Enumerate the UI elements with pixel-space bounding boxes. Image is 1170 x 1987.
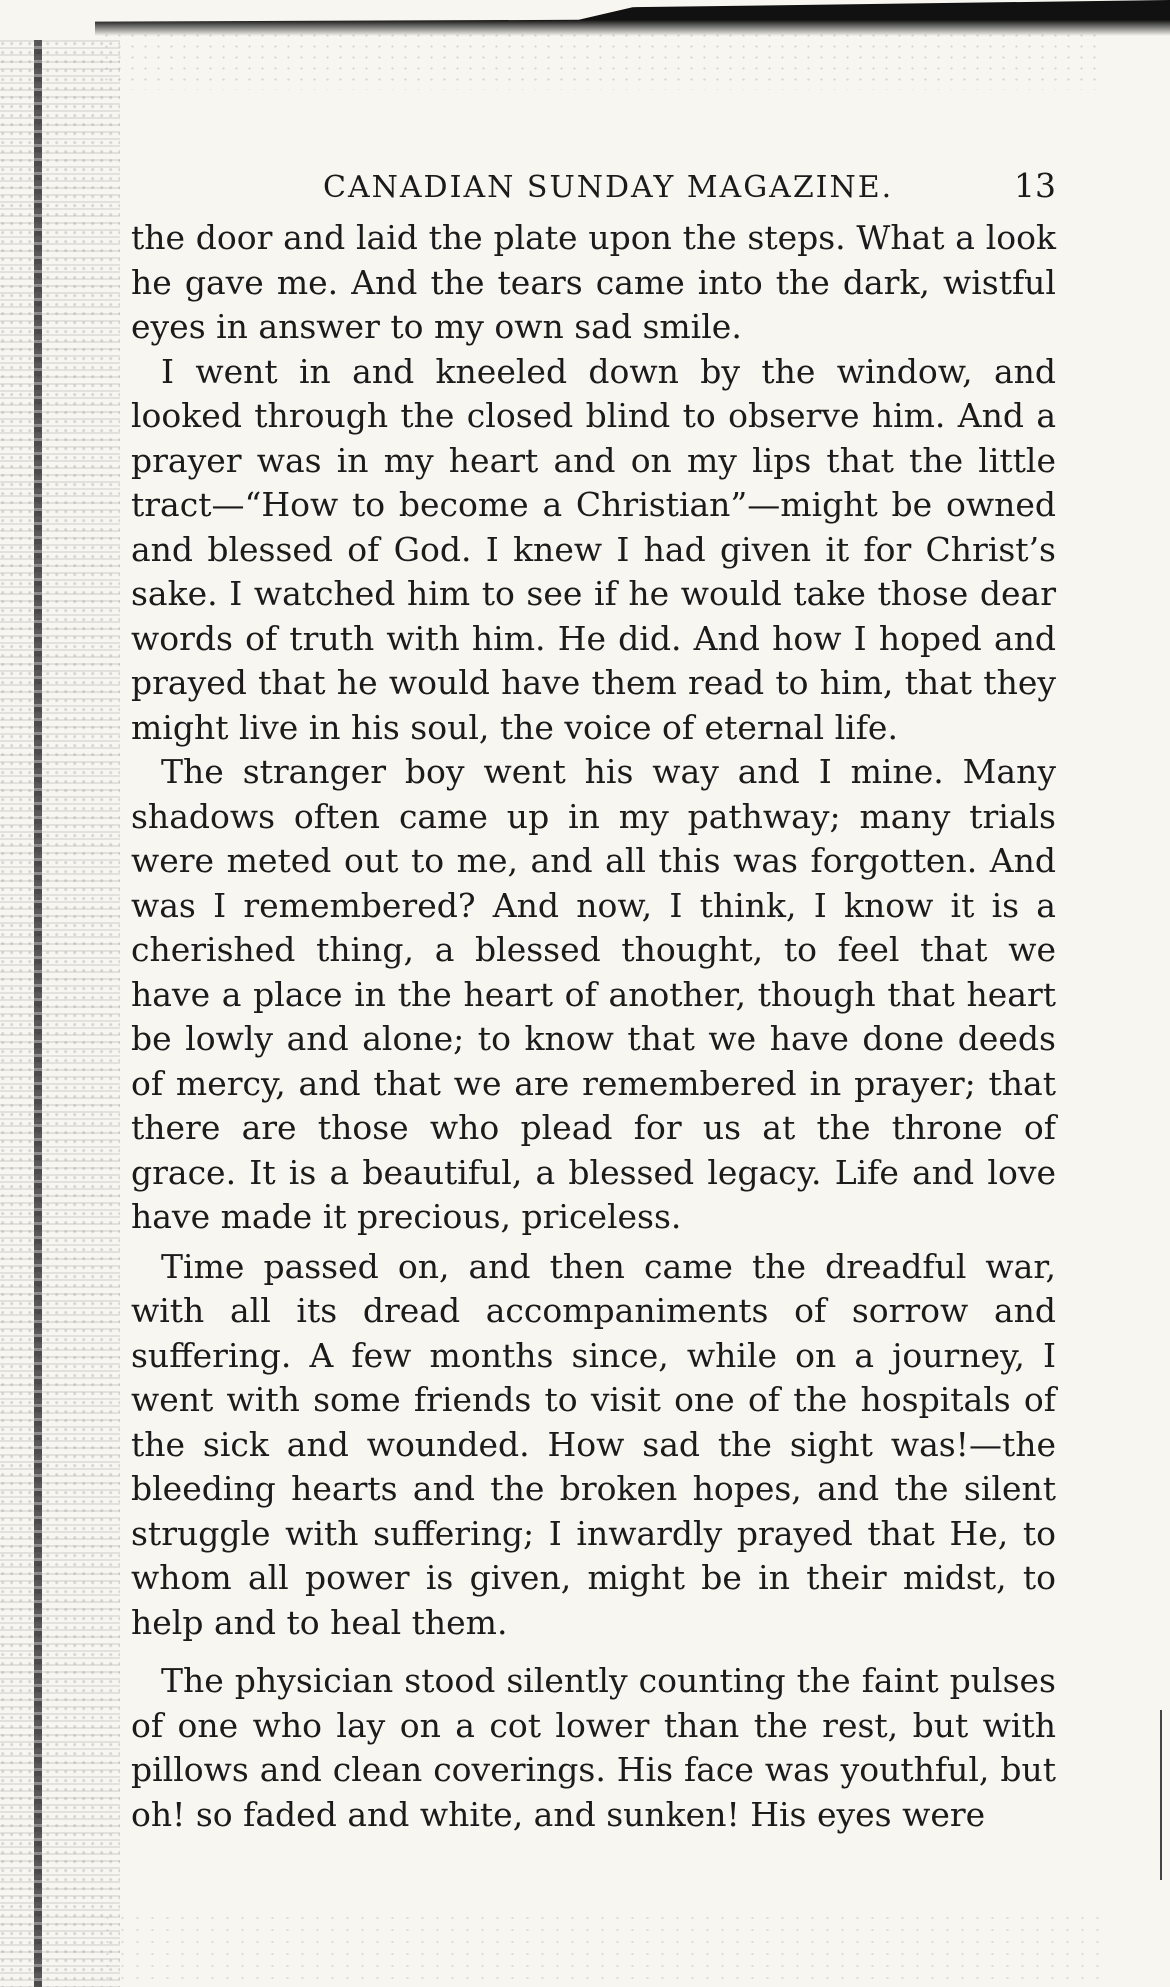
paragraph-dreadful-war: Time passed on, and then came the dreadful war, with all its dread accompaniments of sorrow and suffering. A few months since, while on a journey, I went with some friends to visit one of the hospitals of the sick and wounded. How sad the sight was!—the bleeding hearts and the broken hopes, and the silent struggle with suffering; I inwardly prayed that He, to whom all power is given, might be in their midst, to help and to heal them.: [131, 1246, 1056, 1642]
paragraph-continued: the door and laid the plate upon the steps. What a look he gave me. And the tears came into the dark, wistful eyes in answer to my own sad smile.: [131, 218, 1056, 346]
running-head: [131, 160, 1056, 216]
paragraph-physician: The physician stood silently counting the faint pulses of one who lay on a cot lower than the rest, but with pillows and clean coverings. His face was youthful, but oh! so faded and white, and sunken! His eyes were: [131, 1661, 1056, 1834]
book-binding: [0, 40, 120, 1987]
scan-speckle-bottom: [100, 1912, 1100, 1987]
running-head-title: CANADIAN SUNDAY MAGAZINE.: [323, 170, 894, 205]
page-number: 13: [1014, 166, 1056, 205]
book-page: [131, 160, 1056, 1837]
paragraph-stranger-boy: The stranger boy went his way and I mine. Many shadows often came up in my pathway; many trials were meted out to me, and all this was forgotten. And was I remembered? And now, I think, I know it is a cherished thing, a blessed thought, to feel that we have a place in the heart of another, though that heart be lowly and alone; to know that we have done deeds of mercy, and that we are remembered in prayer; that there are those who plead for us at the throne of grace. It is a beautiful, a blessed legacy. Life and love have made it precious, priceless.: [131, 752, 1056, 1236]
scan-speckle-top: [100, 30, 1100, 90]
scan-right-edge-line: [1160, 1710, 1162, 1880]
paragraph-kneeled-by-window: I went in and kneeled down by the window, and looked through the closed blind to observe him. And a prayer was in my heart and on my lips that the little tract—“How to become a Christian”—might be owned and blessed of God. I knew I had given it for Christ’s sake. I watched him to see if he would take those dear words of truth with him. He did. And how I hoped and prayed that he would have them read to him, that they might live in his soul, the voice of eternal life.: [131, 351, 1056, 747]
binding-stitch-line: [34, 40, 42, 1987]
